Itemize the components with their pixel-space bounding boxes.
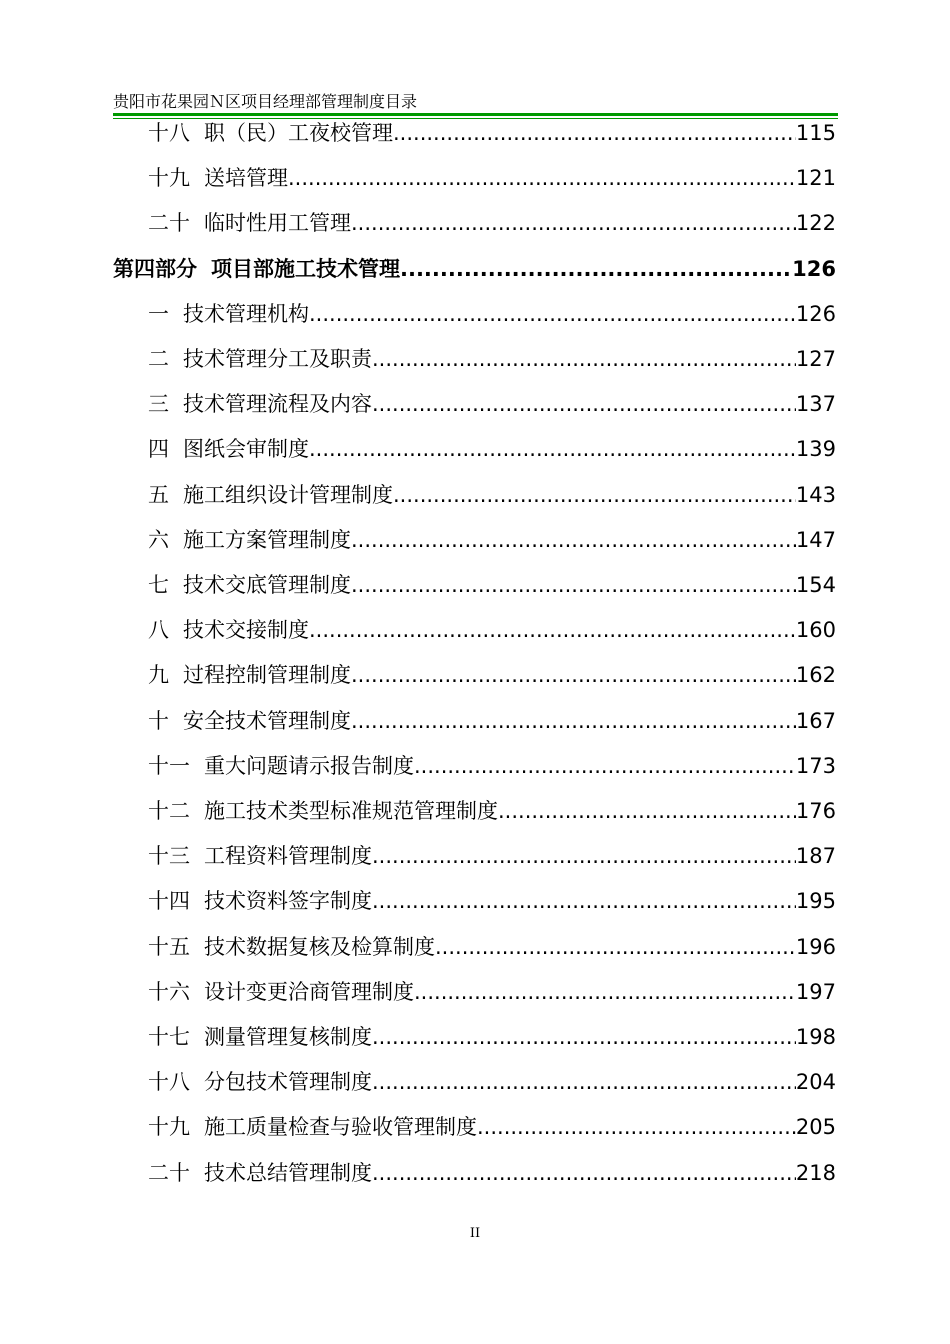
toc-entry-title: 职（民）工夜校管理 — [204, 121, 393, 145]
toc-part-entry[interactable] — [113, 254, 836, 284]
toc-entry[interactable] — [148, 1022, 836, 1052]
toc-leader-dots — [351, 570, 796, 600]
toc-entry[interactable] — [148, 932, 836, 962]
toc-entry-title: 施工技术类型标准规范管理制度 — [204, 799, 498, 823]
toc-entry[interactable] — [148, 1112, 836, 1142]
toc-leader-dots — [372, 344, 796, 374]
toc-entry-page: 137 — [795, 392, 836, 417]
toc-entry-number: 十一 — [148, 753, 190, 778]
toc-leader-dots — [414, 977, 796, 1007]
toc-entry[interactable] — [148, 796, 836, 826]
toc-entry[interactable] — [148, 977, 836, 1007]
toc-entry[interactable] — [148, 163, 836, 193]
toc-entry-number: 十 — [148, 708, 169, 733]
toc-leader-dots — [393, 480, 796, 510]
toc-entry-title: 过程控制管理制度 — [183, 663, 351, 688]
toc-leader-dots — [372, 1158, 796, 1188]
toc-entry-title: 临时性用工管理 — [204, 211, 351, 236]
toc-entry-page: 205 — [795, 1115, 836, 1140]
toc-leader-dots — [309, 615, 796, 645]
toc-leader-dots — [351, 660, 796, 690]
running-header: 贵阳市花果园Ｎ区项目经理部管理制度目录 — [113, 92, 418, 111]
toc-leader-dots — [477, 1112, 796, 1142]
toc-leader-dots — [393, 118, 796, 148]
toc-entry-page: 154 — [795, 573, 836, 597]
toc-entry[interactable] — [148, 660, 836, 690]
toc-entry-page: 167 — [795, 708, 836, 733]
toc-entry-page: 204 — [795, 1070, 836, 1095]
toc-entry-number: 四 — [148, 437, 169, 462]
toc-entry-number: 三 — [148, 392, 169, 417]
toc-entry-page: 143 — [795, 482, 836, 507]
header-rule-thick — [113, 113, 838, 116]
toc-entry-page: 197 — [795, 979, 836, 1004]
toc-leader-dots — [372, 841, 796, 871]
toc-entry-page: 176 — [795, 799, 836, 823]
toc-entry-title: 安全技术管理制度 — [183, 708, 351, 733]
toc-entry[interactable] — [148, 389, 836, 419]
toc-entry[interactable] — [148, 886, 836, 916]
toc-entry-number: 二十 — [148, 211, 190, 236]
toc-leader-dots — [414, 751, 796, 781]
toc-entry-number: 十四 — [148, 889, 190, 914]
toc-entry[interactable] — [148, 1158, 836, 1188]
toc-entry[interactable] — [148, 841, 836, 871]
toc-entry-title: 设计变更洽商管理制度 — [204, 979, 414, 1004]
toc-entry-title: 技术管理机构 — [183, 301, 309, 326]
toc-entry-number: 十八 — [148, 121, 190, 145]
toc-entry-page: 195 — [795, 889, 836, 914]
toc-entry[interactable] — [148, 118, 836, 148]
toc-leader-dots — [372, 1022, 796, 1052]
toc-entry-number: 十七 — [148, 1025, 190, 1049]
toc-entry-page: 127 — [795, 347, 836, 371]
toc-entry[interactable] — [148, 480, 836, 510]
toc-leader-dots — [400, 254, 792, 284]
toc-entry-number: 十三 — [148, 844, 190, 869]
toc-entry-title: 技术交底管理制度 — [183, 573, 351, 597]
toc-entry-number: 十九 — [148, 166, 190, 191]
toc-entry-number: 十九 — [148, 1115, 190, 1140]
toc-entry-title: 工程资料管理制度 — [204, 844, 372, 869]
toc-entry-title: 施工组织设计管理制度 — [183, 482, 393, 507]
toc-entry-title: 测量管理复核制度 — [204, 1025, 372, 1049]
toc-entry[interactable] — [148, 1067, 836, 1097]
toc-leader-dots — [372, 886, 796, 916]
toc-entry[interactable] — [148, 208, 836, 238]
page-number: II — [469, 1226, 481, 1241]
toc-entry-number: 二 — [148, 347, 169, 371]
toc-entry[interactable] — [148, 344, 836, 374]
toc-entry-page: 160 — [795, 618, 836, 643]
toc-entry-title: 技术管理流程及内容 — [183, 392, 372, 417]
toc-entry-number: 八 — [148, 618, 169, 643]
toc-entry-title: 项目部施工技术管理 — [211, 256, 400, 281]
toc-entry-page: 139 — [795, 437, 836, 462]
toc-entry-page: 147 — [795, 527, 836, 552]
toc-leader-dots — [351, 208, 796, 238]
toc-entry-title: 技术交接制度 — [183, 618, 309, 643]
toc-entry[interactable] — [148, 570, 836, 600]
toc-entry-title: 技术数据复核及检算制度 — [204, 934, 435, 959]
toc-entry-title: 技术总结管理制度 — [204, 1160, 372, 1185]
toc-entry-title: 施工方案管理制度 — [183, 527, 351, 552]
toc-entry-page: 126 — [795, 301, 836, 326]
toc-entry-title: 图纸会审制度 — [183, 437, 309, 462]
toc-entry-page: 126 — [792, 256, 836, 281]
toc-entry-title: 送培管理 — [204, 166, 288, 191]
toc-entry-title: 技术资料签字制度 — [204, 889, 372, 914]
toc-entry-number: 九 — [148, 663, 169, 688]
toc-entry-title: 技术管理分工及职责 — [183, 347, 372, 371]
toc-leader-dots — [372, 389, 796, 419]
toc-entry-title: 施工质量检查与验收管理制度 — [204, 1115, 477, 1140]
toc-entry-number: 十六 — [148, 979, 190, 1004]
toc-leader-dots — [309, 434, 796, 464]
toc-entry-page: 122 — [795, 211, 836, 236]
toc-entry-number: 六 — [148, 527, 169, 552]
toc-entry-number: 十二 — [148, 799, 190, 823]
toc-entry-number: 二十 — [148, 1160, 190, 1185]
toc-entry-number: 第四部分 — [113, 256, 197, 281]
toc-entry-page: 173 — [795, 753, 836, 778]
toc-entry-number: 一 — [148, 301, 169, 326]
toc-entry-number: 十五 — [148, 934, 190, 959]
toc-entry-page: 218 — [795, 1160, 836, 1185]
toc-entry-page: 115 — [795, 121, 836, 145]
toc-leader-dots — [435, 932, 796, 962]
toc-entry[interactable] — [148, 751, 836, 781]
toc-leader-dots — [372, 1067, 796, 1097]
toc-entry-number: 五 — [148, 482, 169, 507]
toc-entry[interactable] — [148, 525, 836, 555]
toc-entry[interactable] — [148, 615, 836, 645]
toc-entry[interactable] — [148, 706, 836, 736]
toc-entry-page: 121 — [795, 166, 836, 191]
toc-leader-dots — [351, 706, 796, 736]
toc-leader-dots — [288, 163, 796, 193]
toc-entry[interactable] — [148, 434, 836, 464]
toc-entry-page: 196 — [795, 934, 836, 959]
toc-entry-title: 重大问题请示报告制度 — [204, 753, 414, 778]
toc-leader-dots — [498, 796, 796, 826]
toc-entry-number: 七 — [148, 573, 169, 597]
toc-entry-page: 162 — [795, 663, 836, 688]
toc-entry-page: 198 — [795, 1025, 836, 1049]
toc-entry-page: 187 — [795, 844, 836, 869]
toc-entry[interactable] — [148, 299, 836, 329]
toc-leader-dots — [351, 525, 796, 555]
toc-leader-dots — [309, 299, 796, 329]
toc-entry-title: 分包技术管理制度 — [204, 1070, 372, 1095]
toc-entry-number: 十八 — [148, 1070, 190, 1095]
